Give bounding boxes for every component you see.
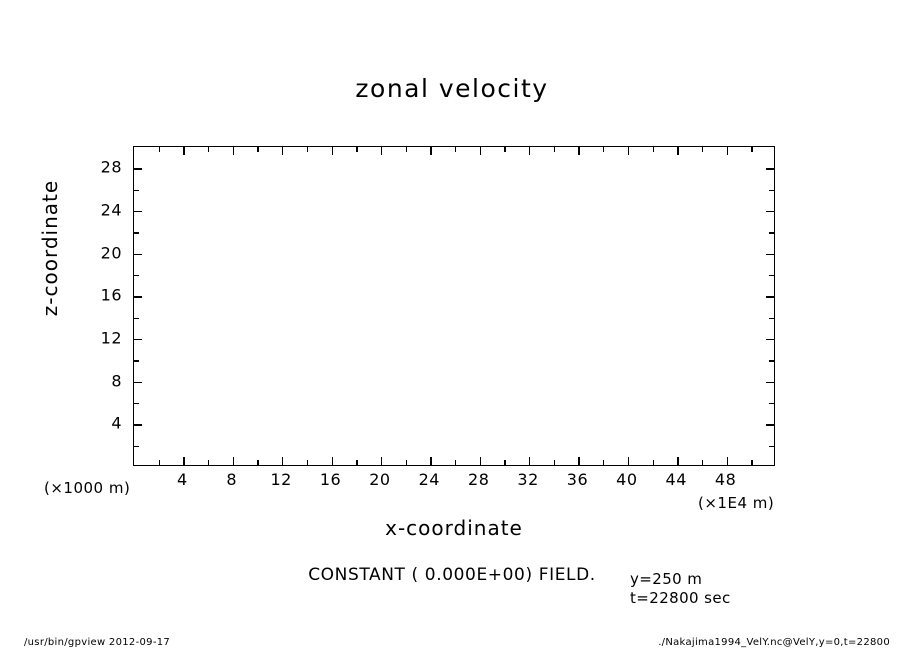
x-tick-label: 4 — [177, 470, 188, 489]
x-tick-label: 16 — [319, 470, 342, 489]
x-axis-tick — [307, 460, 308, 465]
y-axis-tick-right — [769, 360, 774, 361]
y-axis-tick-right — [769, 275, 774, 276]
x-axis-tick-top — [208, 147, 209, 152]
x-axis-tick-top — [233, 147, 234, 155]
x-axis-tick-top — [307, 147, 308, 152]
annotation-t: t=22800 sec — [630, 589, 731, 607]
x-axis-tick-top — [480, 147, 481, 155]
x-tick-label: 36 — [566, 470, 589, 489]
y-axis-tick — [134, 339, 142, 340]
x-axis-tick — [677, 457, 678, 465]
x-axis-tick — [751, 460, 752, 465]
y-axis-units: (×1000 m) — [44, 479, 131, 497]
x-axis-tick — [356, 460, 357, 465]
constant-field-note: CONSTANT ( 0.000E+00) FIELD. — [308, 565, 596, 585]
x-axis-units: (×1E4 m) — [698, 494, 775, 512]
x-axis-tick — [233, 457, 234, 465]
x-axis-tick-top — [257, 147, 258, 152]
x-axis-tick-top — [381, 147, 382, 155]
y-axis-title: z-coordinate — [38, 179, 62, 317]
x-axis-tick-top — [628, 147, 629, 155]
x-axis-tick — [603, 460, 604, 465]
x-axis-tick-top — [504, 147, 505, 152]
y-tick-label: 28 — [100, 157, 122, 177]
x-axis-tick — [529, 457, 530, 465]
x-axis-tick-top — [356, 147, 357, 152]
x-tick-label: 20 — [369, 470, 391, 489]
x-axis-tick — [702, 460, 703, 465]
x-axis-tick-top — [727, 147, 728, 155]
x-axis-tick-top — [603, 147, 604, 152]
x-axis-title: x-coordinate — [385, 516, 523, 540]
y-tick-label: 20 — [100, 243, 122, 263]
x-axis-tick-top — [406, 147, 407, 152]
y-axis-tick-right — [769, 318, 774, 319]
x-axis-tick-top — [430, 147, 431, 155]
x-axis-tick — [381, 457, 382, 465]
x-axis-tick — [578, 457, 579, 465]
y-axis-tick-right — [769, 190, 774, 191]
y-axis-tick-right — [766, 382, 774, 383]
x-axis-tick-top — [653, 147, 654, 152]
y-axis-tick — [134, 211, 142, 212]
x-tick-label: 44 — [665, 470, 687, 489]
x-axis-tick — [282, 457, 283, 465]
y-axis-tick — [134, 403, 139, 404]
x-tick-label: 48 — [714, 470, 737, 489]
x-axis-tick — [628, 457, 629, 465]
x-tick-label: 32 — [517, 470, 539, 489]
x-axis-tick — [504, 460, 505, 465]
y-axis-tick-right — [766, 296, 774, 297]
plot-frame — [133, 146, 775, 466]
footer-source: ./Nakajima1994_VelY.nc@VelY,y=0,t=22800 — [658, 637, 890, 648]
y-axis-tick — [134, 424, 142, 425]
x-axis-tick — [455, 460, 456, 465]
x-tick-label: 28 — [468, 470, 490, 489]
y-axis-tick — [134, 446, 139, 447]
y-tick-label: 8 — [111, 371, 122, 391]
x-axis-tick — [430, 457, 431, 465]
x-tick-label: 8 — [226, 470, 238, 489]
y-tick-label: 12 — [100, 328, 122, 348]
y-axis-tick — [134, 318, 139, 319]
x-axis-tick — [183, 457, 184, 465]
y-axis-tick — [134, 275, 139, 276]
y-axis-tick-right — [766, 211, 774, 212]
y-axis-tick-right — [769, 403, 774, 404]
y-tick-label: 24 — [100, 200, 122, 220]
x-axis-tick-top — [455, 147, 456, 152]
x-axis-tick-top — [702, 147, 703, 152]
x-axis-tick — [159, 460, 160, 465]
x-axis-tick — [208, 460, 209, 465]
y-axis-tick-right — [766, 254, 774, 255]
x-axis-tick-top — [751, 147, 752, 152]
x-axis-tick-top — [282, 147, 283, 155]
annotation-y: y=250 m — [630, 570, 703, 588]
x-axis-tick — [727, 457, 728, 465]
y-axis-tick — [134, 232, 139, 233]
y-axis-tick — [134, 360, 139, 361]
x-tick-label: 40 — [616, 470, 638, 489]
y-axis-tick-right — [769, 232, 774, 233]
x-axis-tick-top — [554, 147, 555, 152]
x-axis-tick-top — [183, 147, 184, 155]
x-axis-tick — [554, 460, 555, 465]
footer-command: /usr/bin/gpview 2012-09-17 — [24, 637, 171, 648]
y-axis-tick — [134, 168, 142, 169]
chart-title: zonal velocity — [355, 74, 549, 103]
x-axis-tick — [257, 460, 258, 465]
y-axis-tick — [134, 296, 142, 297]
x-axis-tick-top — [578, 147, 579, 155]
y-axis-tick-right — [769, 446, 774, 447]
y-axis-tick-right — [766, 424, 774, 425]
x-tick-label: 24 — [418, 470, 440, 489]
x-axis-tick — [653, 460, 654, 465]
y-tick-label: 16 — [100, 285, 122, 305]
y-axis-tick — [134, 190, 139, 191]
x-tick-label: 12 — [270, 470, 292, 489]
x-axis-tick — [480, 457, 481, 465]
x-axis-tick-top — [159, 147, 160, 152]
x-axis-tick-top — [529, 147, 530, 155]
y-axis-tick — [134, 254, 142, 255]
plot-annotations — [630, 570, 731, 608]
x-axis-tick — [406, 460, 407, 465]
x-axis-tick — [332, 457, 333, 465]
y-axis-tick-right — [766, 168, 774, 169]
x-axis-tick-top — [677, 147, 678, 155]
x-axis-tick-top — [332, 147, 333, 155]
y-axis-tick — [134, 382, 142, 383]
y-tick-label: 4 — [111, 413, 122, 433]
y-axis-tick-right — [766, 339, 774, 340]
